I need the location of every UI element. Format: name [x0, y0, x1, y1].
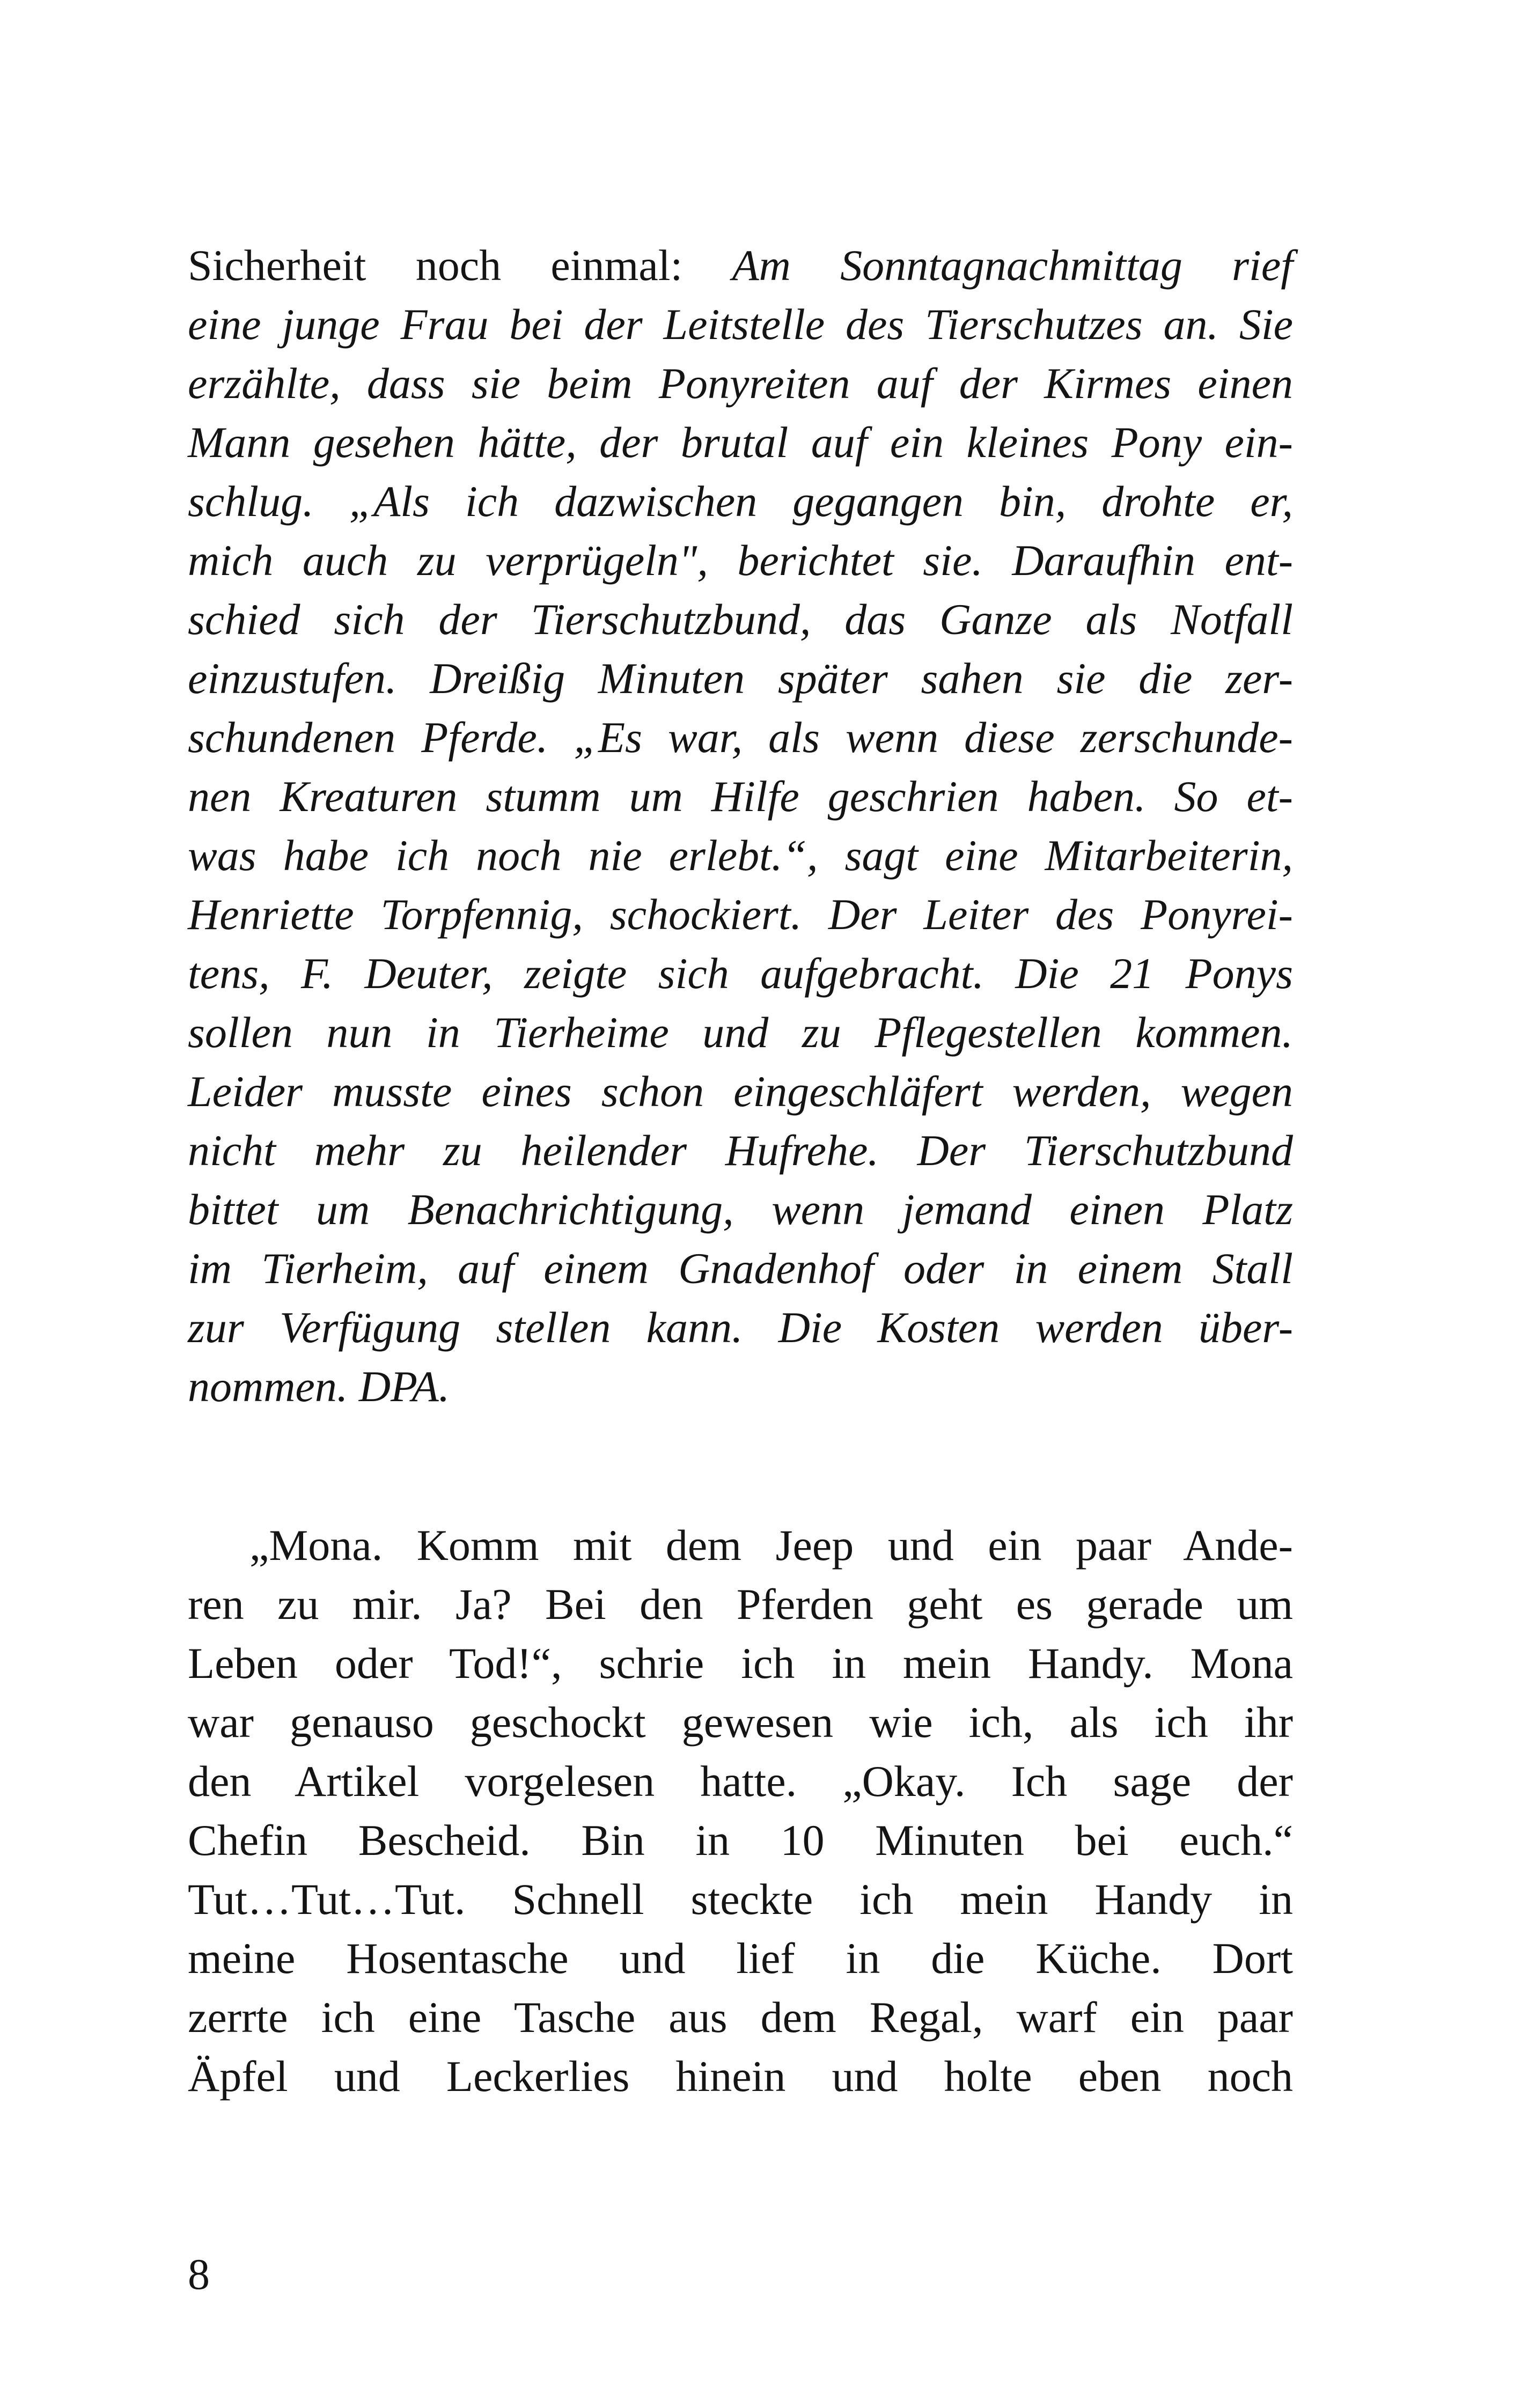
article-line: was habe ich noch nie erlebt.“, sagt eine Mitarbeiterin, — [188, 831, 1293, 880]
narrative-line: meine Hosentasche und lief in die Küche. Dort — [188, 1934, 1293, 1983]
article-line: bittet um Benachrichtigung, wenn jemand einen Platz — [188, 1185, 1293, 1234]
narrative-line: Tut…Tut…Tut. Schnell steckte ich mein Handy in — [188, 1875, 1293, 1924]
narrative-line: „Mona. Komm mit dem Jeep und ein paar Ande- — [249, 1521, 1293, 1570]
article-line: nicht mehr zu heilender Hufrehe. Der Tierschutzbund — [188, 1126, 1293, 1175]
article-line: tens, F. Deuter, zeigte sich aufgebracht. Die 21 Ponys — [188, 949, 1293, 998]
narrative-line: Leben oder Tod!“, schrie ich in mein Handy. Mona — [188, 1639, 1293, 1688]
narrative-line: Chefin Bescheid. Bin in 10 Minuten bei euch.“ — [188, 1816, 1293, 1865]
narrative-line: war genauso geschockt gewesen wie ich, als ich ihr — [188, 1698, 1293, 1747]
narrative-line: zerrte ich eine Tasche aus dem Regal, warf ein paar — [188, 1993, 1293, 2042]
article-line: sollen nun in Tierheime und zu Pflegestellen kommen. — [188, 1008, 1293, 1057]
article-line: Mann gesehen hätte, der brutal auf ein kleines Pony ein- — [188, 418, 1293, 467]
narrative-line: ren zu mir. Ja? Bei den Pferden geht es gerade um — [188, 1580, 1293, 1629]
article-line: schlug. „Als ich dazwischen gegangen bin, drohte er, — [188, 477, 1293, 526]
article-line: Henriette Torpfennig, schockiert. Der Leiter des Ponyrei- — [188, 890, 1293, 939]
article-line: zur Verfügung stellen kann. Die Kosten werden über- — [188, 1303, 1293, 1352]
article-line: schundenen Pferde. „Es war, als wenn diese zerschunde- — [188, 713, 1293, 762]
article-line — [188, 236, 1293, 295]
page-number: 8 — [188, 2250, 210, 2299]
article-line: schied sich der Tierschutzbund, das Ganze als Notfall — [188, 595, 1293, 644]
article-line: nommen. DPA. — [188, 1362, 450, 1411]
article-line: mich auch zu verprügeln", berichtet sie. Daraufhin ent- — [188, 536, 1293, 585]
article-line: nen Kreaturen stumm um Hilfe geschrien haben. So et- — [188, 772, 1293, 821]
article-line: einzustufen. Dreißig Minuten später sahen sie die zer- — [188, 654, 1293, 703]
article-lead-in: Sicherheit noch einmal: — [188, 241, 732, 290]
narrative-line: Äpfel und Leckerlies hinein und holte eben noch — [188, 2052, 1293, 2101]
article-line: im Tierheim, auf einem Gnadenhof oder in einem Stall — [188, 1244, 1293, 1293]
article-line: Leider musste eines schon eingeschläfert werden, wegen — [188, 1067, 1293, 1116]
article-line: erzählte, dass sie beim Ponyreiten auf der Kirmes einen — [188, 359, 1293, 408]
narrative-line: den Artikel vorgelesen hatte. „Okay. Ich sage der — [188, 1757, 1293, 1806]
article-lead-in-italic: Am Sonntagnachmittag rief — [732, 241, 1294, 290]
article-line: eine junge Frau bei der Leitstelle des Tierschutzes an. Sie — [188, 300, 1293, 349]
